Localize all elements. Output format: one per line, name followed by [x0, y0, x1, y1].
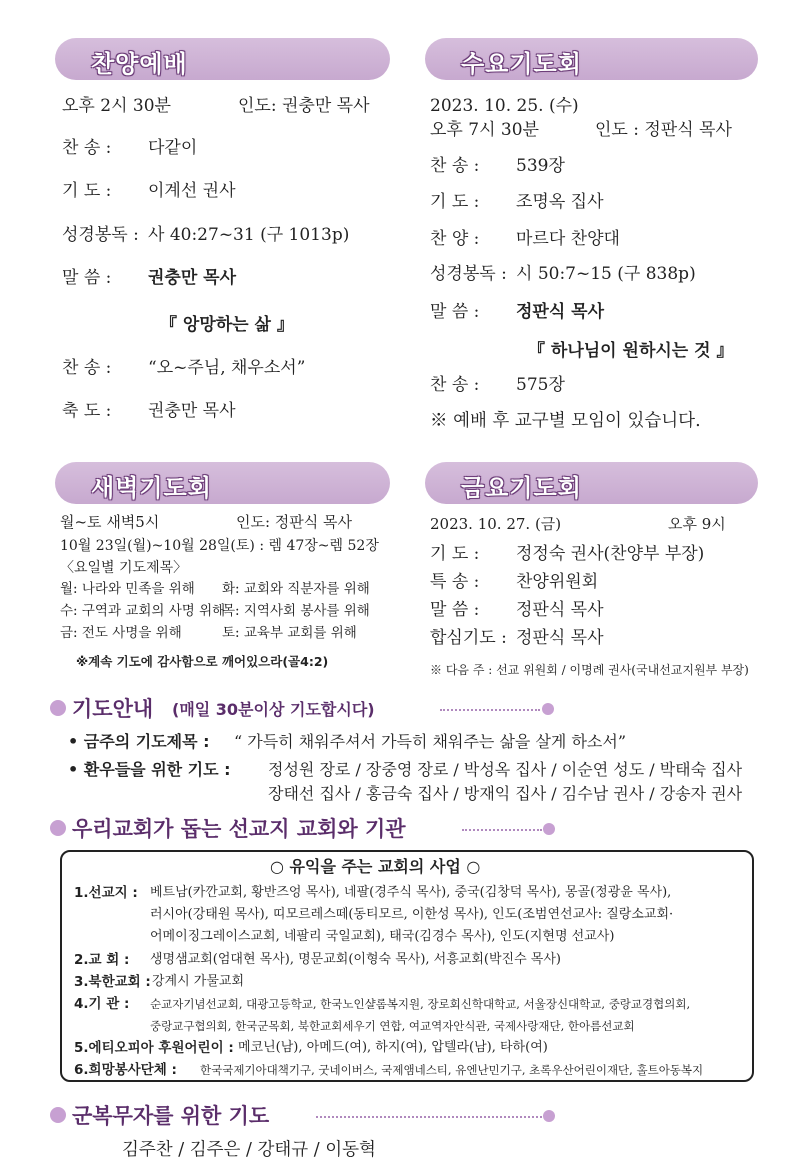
friday-row-value: 찬양위원회: [516, 572, 599, 592]
worship-row: [62, 268, 236, 288]
friday-row: [430, 600, 604, 620]
wednesday-row-value: 『 하나님이 원하시는 것 』: [528, 341, 734, 361]
prayer-guide-title: 기도안내: [72, 697, 154, 721]
worship-row-value: 사 40:27~31 (구 1013p): [148, 225, 350, 245]
worship-row: [62, 401, 236, 421]
missions-row-line: 강계시 가물교회: [152, 974, 245, 989]
dawn-header-pill: [55, 462, 390, 504]
prayer-item-label: • 금주의 기도제목 :: [68, 732, 210, 751]
dawn-topic-right: 토: 교육부 교회를 위해: [222, 625, 357, 641]
prayer-item-label: • 환우들을 위한 기도 :: [68, 760, 231, 779]
worship-row: [62, 181, 236, 201]
worship-row-label: 축 도 :: [62, 401, 112, 421]
wednesday-date: 2023. 10. 25. (수): [430, 96, 579, 116]
missions-row-line: 생명샘교회(엄대현 목사), 명문교회(이형숙 목사), 서흥교회(박진수 목사): [150, 952, 561, 967]
wednesday-note: ※ 예배 후 교구별 모임이 있습니다.: [430, 411, 701, 431]
friday-row-label: 합심기도 :: [430, 628, 507, 648]
worship-row-label: 기 도 :: [62, 181, 112, 201]
wednesday-row-label: 기 도 :: [430, 192, 480, 212]
military-names: 김주찬 / 김주은 / 강태규 / 이동혁: [122, 1140, 376, 1160]
prayer-guide-subtitle: (매일 30분이상 기도합시다): [172, 700, 375, 719]
friday-row-value: 정판식 목사: [516, 628, 604, 648]
worship-row-label: 성경봉독 :: [62, 225, 139, 245]
dawn-topic-right: 화: 교회와 직분자를 위해: [222, 581, 370, 597]
dawn-title: 새벽기도회: [91, 474, 212, 502]
missions-row-line: 어메이징그레이스교회, 네팔리 국일교회), 태국(김경수 목사), 인도(지현명 선교사): [150, 929, 615, 944]
prayer-guide-divider: [440, 709, 540, 711]
dawn-leader: 인도: 정판식 목사: [236, 513, 353, 531]
wednesday-time: 오후 7시 30분: [430, 120, 539, 140]
dawn-topic-left: 월: 나라와 민족을 위해: [60, 581, 195, 597]
worship-row-value: 권충만 목사: [148, 268, 237, 288]
friday-row-value: 정정숙 권사(찬양부 부장): [516, 544, 705, 564]
friday-row-value: 정판식 목사: [516, 600, 604, 620]
friday-row-label: 기 도 :: [430, 544, 480, 564]
wednesday-row-value: 575장: [516, 375, 565, 395]
missions-row-label: 1.선교지 :: [74, 885, 138, 901]
worship-header-pill: [55, 38, 390, 80]
dawn-topic-header: 〈요일별 기도제목〉: [60, 560, 188, 576]
wednesday-row: [430, 192, 604, 212]
friday-note: ※ 다음 주 : 선교 위원회 / 이명례 권사(국내선교지원부 부장): [430, 663, 749, 677]
wednesday-leader: 인도 : 정판식 목사: [595, 120, 732, 140]
wednesday-header-pill: [425, 38, 758, 80]
missions-row-line: 베트남(카깐교회, 황반즈엉 목사), 네팔(경주식 목사), 중국(김창덕 목사), 몽골(정광윤 목사),: [150, 885, 672, 900]
wednesday-row-value: 539장: [516, 156, 565, 176]
prayer-item-value: “ 가득히 채워주셔서 가득히 채워주는 삶을 살게 하소서”: [234, 732, 626, 751]
worship-title: 찬양예배: [91, 50, 188, 78]
dawn-topic-left: 수: 구역과 교회의 사명 위해: [60, 603, 226, 619]
dawn-verse: ※계속 기도에 감사함으로 깨어있으라(골4:2): [76, 654, 329, 669]
dawn-topic-left: 금: 전도 사명을 위해: [60, 625, 182, 641]
worship-row: [62, 358, 305, 378]
worship-time: 오후 2시 30분: [62, 96, 171, 116]
worship-row-label: 찬 송 :: [62, 358, 112, 378]
missions-box-title: ○ 유익을 주는 교회의 사업 ○: [270, 857, 481, 876]
wednesday-row-value: 정판식 목사: [516, 302, 605, 322]
missions-divider: [462, 829, 542, 831]
friday-row-label: 말 씀 :: [430, 600, 480, 620]
prayer-guide-end-dot: [542, 703, 554, 715]
missions-row-line: 중랑교구협의회, 한국군목회, 북한교회세우기 연합, 여교역자안식관, 국제사랑재단, 한아름선교회: [150, 1019, 635, 1033]
wednesday-row: [430, 156, 565, 176]
wednesday-title: 수요기도회: [461, 50, 582, 78]
friday-date: 2023. 10. 27. (금): [430, 515, 562, 533]
wednesday-row: [430, 264, 696, 284]
wednesday-row: [430, 375, 565, 395]
friday-title: 금요기도회: [461, 474, 582, 502]
worship-row-value: “오~주님, 채우소서”: [148, 358, 306, 378]
dawn-range: 10월 23일(월)~10월 28일(토) : 렘 47장~렘 52장: [60, 538, 379, 554]
dawn-days: 월~토 새벽5시: [60, 513, 160, 531]
wednesday-row-label: 성경봉독 :: [430, 264, 507, 284]
missions-row-label: 6.희망봉사단체 :: [74, 1062, 177, 1078]
friday-row: [430, 544, 704, 564]
military-end-dot: [543, 1110, 555, 1122]
worship-row: [62, 138, 197, 158]
worship-row-value: 이계선 권사: [148, 181, 236, 201]
missions-row-line: 러시아(강태원 목사), 띠모르레스떼(동티모르, 이한성 목사), 인도(조범연선교사: 질랑소교회·: [150, 907, 674, 922]
prayer-item-value: 장태선 집사 / 홍금숙 집사 / 방재익 집사 / 김수남 권사 / 강송자 권사: [268, 784, 743, 803]
prayer-item-value: 정성원 장로 / 장중영 장로 / 박성옥 집사 / 이순연 성도 / 박태숙 집사: [268, 760, 743, 779]
missions-row-label: 4.기 관 :: [74, 996, 130, 1012]
wednesday-row: [430, 229, 620, 249]
dawn-topic-right: 목: 지역사회 봉사를 위해: [222, 603, 370, 619]
missions-dot: [50, 820, 66, 836]
worship-row-value: 권충만 목사: [148, 401, 236, 421]
military-dot: [50, 1107, 66, 1123]
prayer-guide-dot: [50, 700, 66, 716]
wednesday-row-value: 조명옥 집사: [516, 192, 604, 212]
wednesday-row-label: 말 씀 :: [430, 302, 480, 322]
missions-row-label: 3.북한교회 :: [74, 974, 151, 990]
missions-row-line: 메코닌(남), 아메드(여), 하지(여), 압텔라(남), 타하(여): [238, 1040, 548, 1055]
worship-row: [62, 225, 349, 245]
wednesday-row-label: 찬 송 :: [430, 156, 480, 176]
missions-row-line: 한국국제기아대책기구, 굿네이버스, 국제앰네스티, 유엔난민기구, 초록우산어린이재단, 홀트아동복지: [200, 1063, 704, 1077]
friday-row: [430, 628, 604, 648]
worship-leader: 인도: 권충만 목사: [238, 96, 370, 116]
missions-end-dot: [543, 823, 555, 835]
wednesday-row-label: 찬 송 :: [430, 375, 480, 395]
worship-row-label: 찬 송 :: [62, 138, 112, 158]
missions-row-label: 2.교 회 :: [74, 952, 130, 968]
worship-row-value: 다같이: [148, 138, 198, 158]
wednesday-row-label: 찬 양 :: [430, 229, 480, 249]
military-title: 군복무자를 위한 기도: [72, 1104, 270, 1128]
friday-header-pill: [425, 462, 758, 504]
missions-row-line: 순교자기념선교회, 대광고등학교, 한국노인샬롬복지원, 장로회신학대학교, 서울장신대학교, 중랑교경협의회,: [150, 997, 691, 1011]
friday-time: 오후 9시: [668, 515, 726, 533]
missions-title: 우리교회가 돕는 선교지 교회와 기관: [72, 817, 406, 841]
worship-row-value: 『 앙망하는 삶 』: [160, 315, 294, 335]
friday-row-label: 특 송 :: [430, 572, 480, 592]
missions-row-label: 5.에티오피아 후원어린이 :: [74, 1040, 234, 1056]
wednesday-row-value: 시 50:7~15 (구 838p): [516, 264, 696, 284]
friday-row: [430, 572, 598, 592]
wednesday-row: [430, 302, 604, 322]
worship-row: [62, 315, 294, 335]
wednesday-row: [430, 341, 733, 361]
wednesday-row-value: 마르다 찬양대: [516, 229, 620, 249]
military-divider: [316, 1116, 542, 1118]
worship-row-label: 말 씀 :: [62, 268, 112, 288]
